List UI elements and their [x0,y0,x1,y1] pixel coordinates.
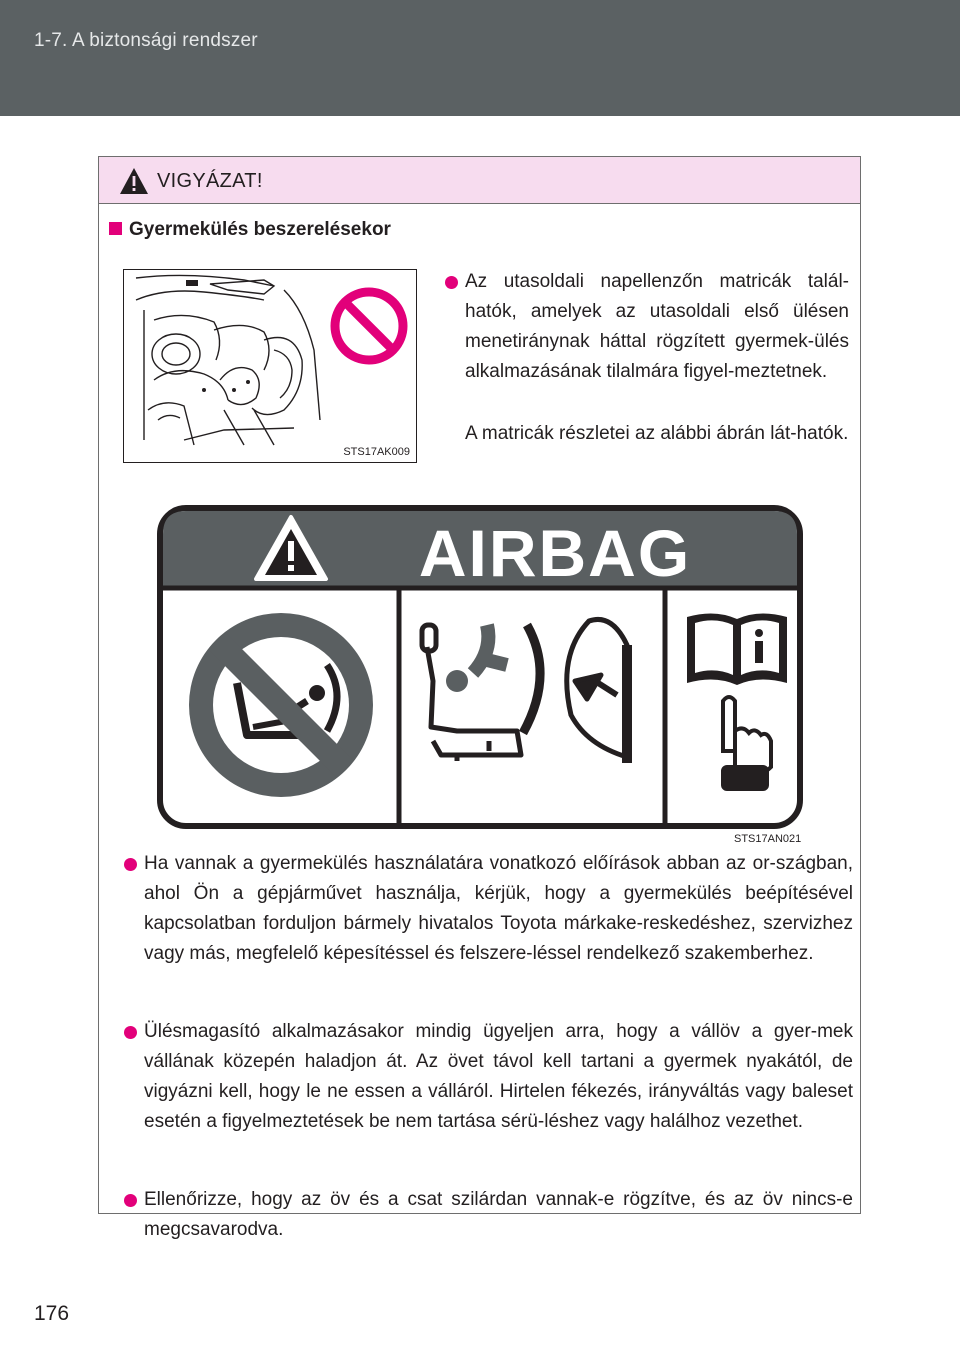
no-rear-facing-child-seat-icon [189,613,373,797]
section-title [109,219,391,241]
round-bullet-icon [124,858,137,871]
passenger-airbag-illustration [123,269,417,463]
bullet-text: Ha vannak a gyermekülés használatára vonatkozó előírások abban az or-szágban, ahol Ön a gépjárművet használja, kérjük, hogy a gyermekülés beépítésével kapcsolatban forduljon bármely hivatalos Toyota márkake-reskedéshez, szervizhez vagy más, megfelelő képesítéssel és felszere-léssel rendelkező szakemberhez. [144,853,853,964]
warning-triangle-icon [119,167,149,195]
round-bullet-icon [124,1194,137,1207]
airbag-warning-label [157,505,803,829]
airbag-label-graphic [157,505,803,829]
dashboard-airbag-drawing [124,270,417,463]
label-code: STS17AN021 [734,833,802,845]
round-bullet-icon [445,276,458,289]
chapter-title: 1-7. A biztonsági rendszer [34,30,258,51]
bullet-regulations [144,849,853,969]
square-bullet-icon [109,222,122,235]
bullet-text: Ellenőrizze, hogy az öv és a csat szilárdan vannak-e rögzítve, és az öv nincs-e megcsavarodva. [144,1189,853,1240]
bullet-text: Ülésmagasító alkalmazásakor mindig ügyeljen arra, hogy a vállöv a gyer-mek vállának közepén haladjon át. Az övet távol kell tartani a gyermek nyakától, de vigyázni kell, hogy le ne essen a válláról. Hirtelen fékezés, irányváltás vagy baleset esetén a figyelmeztetések be nem tartása sérü-léshez vagy halálhoz vezethet. [144,1021,853,1132]
bullet-sticker-info [465,267,849,387]
section-title-text: Gyermekülés beszerelésekor [129,219,391,240]
label-title: AIRBAG [418,516,692,590]
bullet-booster-seat [144,1017,853,1137]
page-number: 176 [34,1302,70,1325]
bullet-check-belt [144,1185,853,1245]
sticker-note: A matricák részletei az alábbi ábrán lát-hatók. [465,423,849,444]
caution-heading: VIGYÁZAT! [157,170,263,192]
prohibited-icon [335,292,403,360]
info-book-icon [687,613,787,685]
illustration-code: STS17AK009 [343,446,410,458]
caution-header [99,157,860,204]
round-bullet-icon [124,1026,137,1039]
page-header [0,0,960,116]
caution-box [98,156,861,1240]
bullet-text: Az utasoldali napellenzőn matricák talál-hatók, amelyek az utasoldali első ülésen menetiránynak háttal rögzített gyermek-ülés alkalmazásának tilalmára figyel-meztetnek. [465,271,849,382]
